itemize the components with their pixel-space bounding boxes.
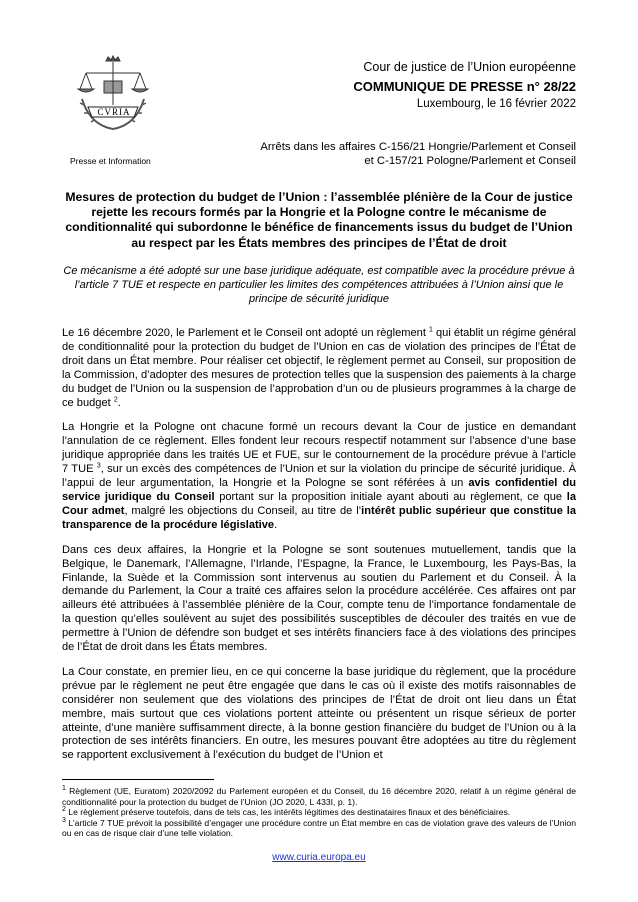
footnote-text: Le règlement préserve toutefois, dans de tels cas, les intérêts légitimes des destinataires finaux et des bénéficiaires.: [65, 807, 511, 818]
communique-number: COMMUNIQUE DE PRESSE n° 28/22: [353, 79, 576, 94]
text: , malgré les objections du Conseil, au titre de l’: [124, 504, 362, 517]
text: Le 16 décembre 2020, le Parlement et le Conseil ont adopté un règlement: [62, 327, 429, 339]
press-release-title: Mesures de protection du budget de l’Union : l’assemblée plénière de la Cour de justice rejette les recours formés par la Hongrie et la Pologne contre le mécanisme de conditionnalité qui subordonne le bénéfice de financements issus du budget de l’Union au respect par les États membres des principes de l’État de droit: [65, 190, 573, 250]
footnote: [62, 786, 576, 807]
paragraph: [62, 421, 576, 532]
paragraph: La Cour constate, en premier lieu, en ce qui concerne la base juridique du règlement, que la procédure prévue par le règlement ne peut être engagée que dans le cas où il existe des motifs raisonnables de considérer non seulement que des violations des principes de l’État de droit ont lieu dans un État membre, mais surtout que ces violations portent atteinte ou présentent un risque sérieux de porter atteinte, d’une manière suffisamment directe, à la bonne gestion financière du budget de l’Union ou à la protection de ses intérêts financiers. En outre, les mesures pouvant être adoptées au titre du règlement se rapportent exclusivement à l’exécution du budget de l’Union et: [62, 665, 576, 762]
body-text: [62, 327, 576, 774]
case-references: [260, 140, 576, 168]
bold-text: la Cour admet: [62, 490, 576, 517]
scales-of-justice-icon: [68, 55, 158, 137]
footnote: [62, 818, 576, 839]
bold-text: intérêt public supérieur que constitue la transparence de la procédure législative: [62, 504, 577, 531]
footnote-number: 2: [62, 806, 66, 814]
case-reference-line: et C-157/21 Pologne/Parlement et Conseil: [364, 155, 576, 167]
press-release-subtitle: Ce mécanisme a été adopté sur une base juridique adéquate, est compatible avec la procédure prévue à l’article 7 TUE et respecte en particulier les limites des compétences attribuées à l’Union ainsi que le principe de sécurité juridique: [63, 265, 575, 305]
text: portant sur la proposition initiale ayant abouti au règlement, ce que: [214, 490, 567, 503]
footnote-ref[interactable]: 2: [113, 395, 118, 403]
curia-logo: [68, 55, 158, 137]
footnote-ref[interactable]: 3: [96, 462, 101, 470]
court-name: Cour de justice de l’Union européenne: [363, 60, 576, 74]
footer: [0, 852, 638, 863]
footnote-number: 1: [62, 785, 66, 793]
press-info-label: Presse et Information: [70, 156, 151, 166]
text: La Hongrie et la Pologne ont chacune formé un recours devant la Cour de justice en demandant l’annulation de ce règlement. Elles fondent leur recours respectif notamment sur l’absence d’une base juridique appropriée dans les traités UE et FUE, sur le contournement de la procédure prévue à l’article 7 TUE: [62, 421, 576, 476]
press-date: Luxembourg, le 16 février 2022: [416, 98, 576, 110]
curia-website-link[interactable]: www.curia.europa.eu: [272, 852, 366, 863]
bold-text: avis confidentiel du service juridique du Conseil: [62, 477, 576, 503]
text: qui établit un régime général de conditionnalité pour la protection du budget de l’Union en cas de violation des principes de l’État de droit dans un État membre. Pour réaliser cet objectif, le règlement permet au Conseil, sur proposition de la Commission, d’adopter des mesures de protection telles que la suspension des paiements à la charge du budget de l’Union ou la suspension de l’approbation d’un ou de plusieurs programmes à la charge de ce budget: [62, 327, 576, 409]
footnote-divider: [62, 779, 214, 780]
footnote-ref[interactable]: 1: [429, 326, 433, 334]
footnotes: [62, 786, 576, 839]
footnote-text: L’article 7 TUE prévoit la possibilité d’engager une procédure contre un État membre en cas de violation grave des valeurs de l’Union ou en cas de risque clair d’une telle violation.: [62, 817, 576, 839]
footnote: [62, 807, 576, 818]
footnote-number: 3: [62, 816, 66, 824]
logo-label: CVRIA: [97, 107, 131, 117]
paragraph: [62, 327, 576, 410]
case-reference-line: Arrêts dans les affaires C-156/21 Hongrie/Parlement et Conseil: [260, 141, 576, 153]
text: , sur un excès des compétences de l’Union et sur la violation du principe de sécurité juridique. À l’appui de leur argumentation, la Hongrie et la Pologne se sont référées à un: [62, 463, 576, 490]
text: .: [117, 396, 121, 409]
text: .: [274, 518, 278, 531]
footnote-text: Règlement (UE, Euratom) 2020/2092 du Parlement européen et du Conseil, du 16 décembre 2020, relatif à un régime général de conditionnalité pour la protection du budget de l’Union (JO 2020, L 433I, p. 1).: [62, 786, 576, 807]
paragraph: Dans ces deux affaires, la Hongrie et la Pologne se sont soutenues mutuellement, tandis que la Belgique, le Danemark, l’Allemagne, l’Irlande, l’Espagne, la France, le Luxembourg, les Pays-Bas, la Finlande, la Suède et la Commission sont intervenus au soutien du Parlement et du Conseil. À la demande du Parlement, la Cour a traité ces affaires selon la procédure accélérée. Ces affaires ont par ailleurs été attribuées à l’assemblée plénière de la Cour, compte tenu de l’importance fondamentale de la question qu’elles soulèvent au sujet des possibilités susceptibles de découler des traités en vue de permettre à l’Union de défendre son budget et ses intérêts financiers face à des violations des principes de l’État de droit dans les États membres.: [62, 543, 576, 654]
